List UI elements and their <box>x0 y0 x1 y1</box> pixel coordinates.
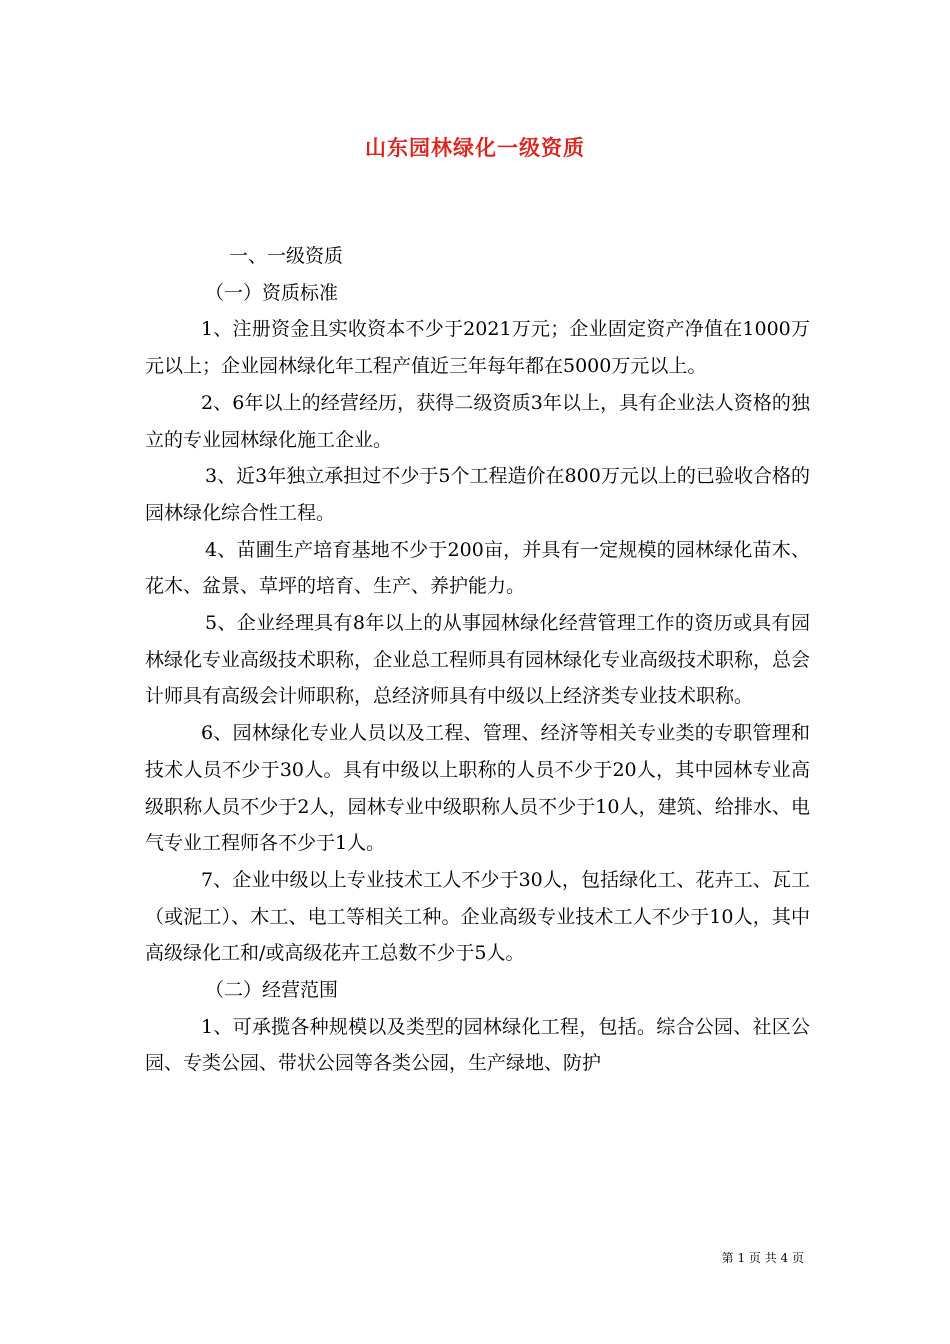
paragraph-item-2: 2、6年以上的经营经历，获得二级资质3年以上，具有企业法人资格的独立的专业园林绿化施工企业。 <box>145 391 810 451</box>
document-body <box>145 238 810 1082</box>
paragraph-item-3: 3、近3年独立承担过不少于5个工程造价在800万元以上的已验收合格的园林绿化综合性工程。 <box>145 465 810 524</box>
document-title: 山东园林绿化一级资质 <box>365 135 585 160</box>
subsection-heading-standards: （一）资质标准 <box>205 281 339 304</box>
paragraph-item-5: 5、企业经理具有8年以上的从事园林绿化经营管理工作的资历或具有园林绿化专业高级技术职称，企业总工程师具有园林绿化专业高级技术职称，总会计师具有高级会计师职称，总经济师具有中级以上经济类专业技术职称。 <box>145 612 811 708</box>
paragraph-item-1: 1、注册资金且实收资本不少于2021万元；企业固定资产净值在1000万元以上；企业园林绿化年工程产值近三年每年都在5000万元以上。 <box>145 318 810 378</box>
page-number: 第 1 页 共 4 页 <box>721 1251 804 1265</box>
paragraph-scope-1: 1、可承揽各种规模以及类型的园林绿化工程，包括。综合公园、社区公园、专类公园、带状公园等各类公园，生产绿地、防护 <box>145 1015 810 1075</box>
paragraph-item-7: 7、企业中级以上专业技术工人不少于30人，包括绿化工、花卉工、瓦工（或泥工）、木工、电工等相关工种。企业高级专业技术工人不少于10人，其中高级绿化工和/或高级花卉工总数不少于5人。 <box>145 868 810 965</box>
paragraph-item-6: 6、园林绿化专业人员以及工程、管理、经济等相关专业类的专职管理和技术人员不少于30人。具有中级以上职称的人员不少于20人，其中园林专业高级职称人员不少于2人，园林专业中级职称人员不少于10人，建筑、给排水、电气专业工程师各不少于1人。 <box>145 722 810 855</box>
subsection-heading-scope: （二）经营范围 <box>205 979 339 1002</box>
section-heading-1: 一、一级资质 <box>229 245 344 267</box>
paragraph-item-4: 4、苗圃生产培育基地不少于200亩，并具有一定规模的园林绿化苗木、花木、盆景、草坪的培育、生产、养护能力。 <box>145 538 810 598</box>
